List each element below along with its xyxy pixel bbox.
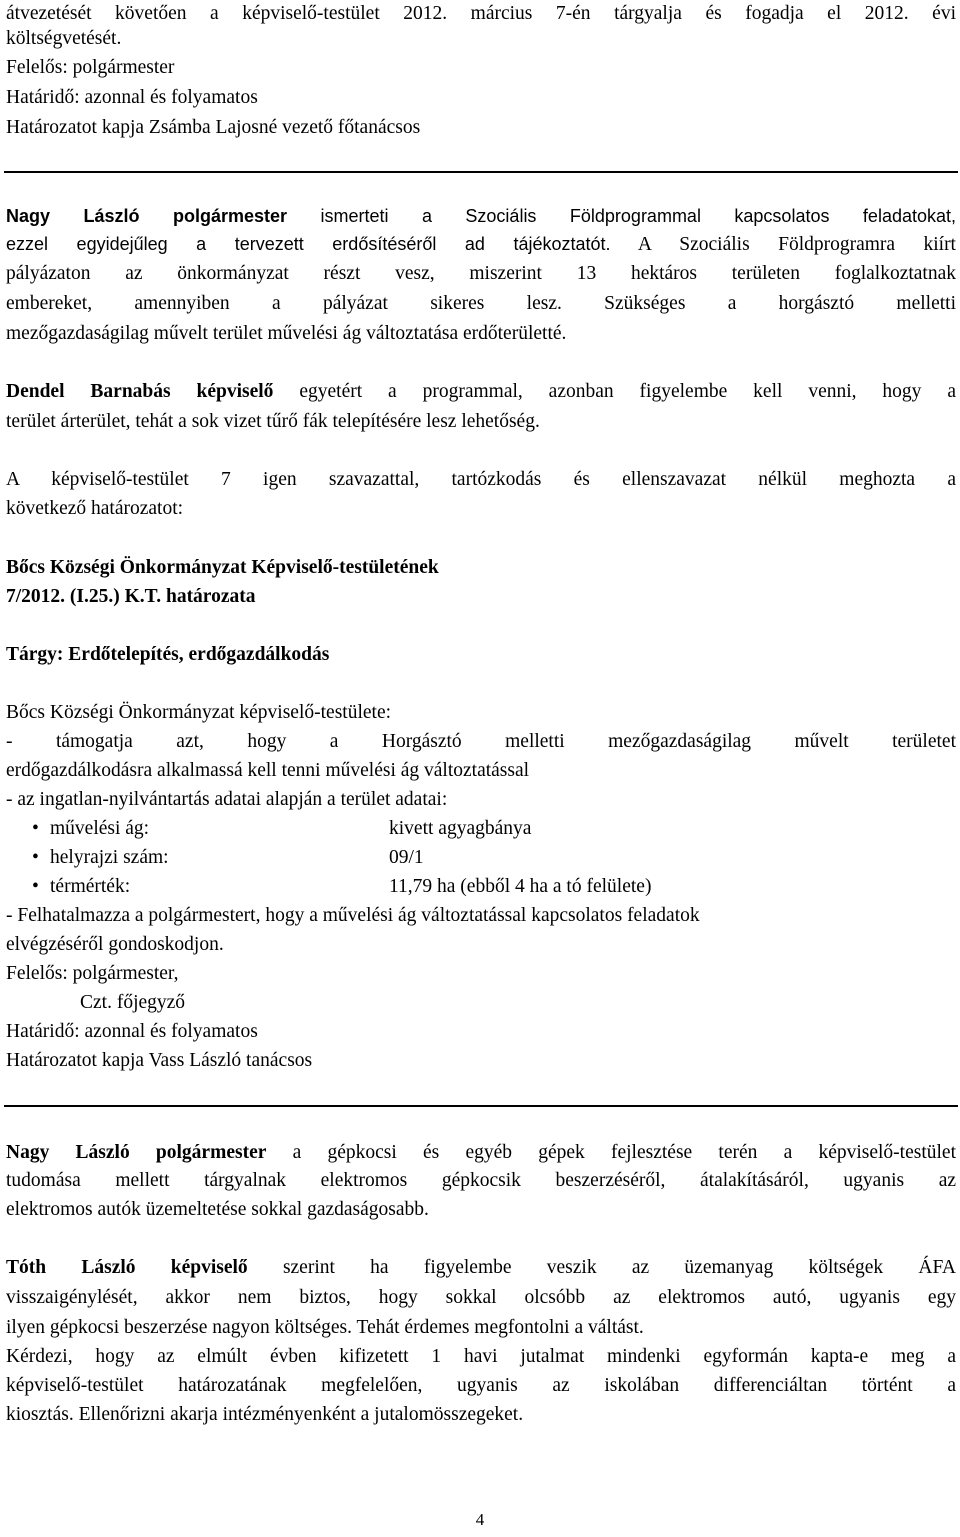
p1-line-2: ezzel egyidejűleg a tervezett erdősítéséről ad tájékoztatót. A Szociális Földprogramra kiírt [6,234,956,255]
p4-line-3: ilyen gépkocsi beszerzése nagyon költséges. Tehát érdemes megfontolni a váltást. [6,1317,644,1338]
resolution-responsible-2: Czt. főjegyző [80,992,186,1013]
resolution-deadline: Határidő: azonnal és folyamatos [6,1021,258,1042]
p1-line-3: pályázaton az önkormányzat részt vesz, miszerint 13 hektáros területen foglalkoztatnak [6,263,956,284]
p1-line-5: mezőgazdaságilag művelt terület művelési ág változtatása erdőterületté. [6,323,567,344]
resolution-point-3-line-2: elvégzéséről gondoskodjon. [6,934,224,955]
data-value-1: kivett agyagbánya [389,818,532,839]
resolution-point-1-line-2: erdőgazdálkodásra alkalmassá kell tenni művelési ág változtatással [6,760,530,781]
resolution-preamble: Bőcs Községi Önkormányzat képviselő-testülete: [6,702,392,723]
p2-line-1: Dendel Barnabás képviselő egyetért a programmal, azonban figyelembe kell venni, hogy a [6,381,956,402]
vote-line-2: következő határozatot: [6,498,184,519]
p3-speaker: Nagy László polgármester [6,1142,267,1163]
p4-line-2: visszaigénylését, akkor nem biztos, hogy sokkal olcsóbb az elektromos autó, ugyanis egy [6,1287,956,1308]
resolution-recipient: Határozatot kapja Vass László tanácsos [6,1050,313,1071]
data-value-2: 09/1 [389,847,424,868]
resolution-point-3-line-1: - Felhatalmazza a polgármestert, hogy a művelési ág változtatással kapcsolatos feladatok [6,905,700,926]
p4-line-4: Kérdezi, hogy az elmúlt évben kifizetett 1 havi jutalmat mindenki egyformán kapta-e meg a [6,1346,956,1367]
p1-line-4: embereket, amennyiben a pályázat sikeres lesz. Szükséges a horgásztó melletti [6,293,956,314]
p3-line-2: tudomása mellett tárgyalnak elektromos gépkocsik beszerzéséről, átalakításáról, ugyanis az [6,1170,956,1191]
resolution-subject: Tárgy: Erdőtelepítés, erdőgazdálkodás [6,644,330,665]
data-value-3: 11,79 ha (ebből 4 ha a tó felülete) [389,876,652,897]
intro-recipient: Határozatot kapja Zsámba Lajosné vezető főtanácsos [6,117,421,138]
p1-speaker: Nagy László polgármester [6,206,287,226]
data-label-3: térmérték: [50,876,131,897]
resolution-point-2: - az ingatlan-nyilvántartás adatai alapján a terület adatai: [6,789,448,810]
p3-line-1: Nagy László polgármester a gépkocsi és egyéb gépek fejlesztése terén a képviselő-testület [6,1142,956,1163]
page-number: 4 [475,1510,485,1529]
p4-line-5: képviselő-testület határozatának megfelelően, ugyanis az iskolában differenciáltan történt a [6,1375,956,1396]
intro-deadline: Határidő: azonnal és folyamatos [6,87,258,108]
section-divider [4,171,958,173]
section-divider [4,1105,958,1107]
intro-responsible: Felelős: polgármester [6,57,175,78]
p3-line-3: elektromos autók üzemeltetése sokkal gazdaságosabb. [6,1199,429,1220]
p2-line-2: terület árterület, tehát a sok vizet tűrő fák telepítésére lesz lehetőség. [6,411,540,432]
bullet-1: • [32,818,39,839]
p4-line-1: Tóth László képviselő szerint ha figyelembe veszik az üzemanyag költségek ÁFA [6,1257,956,1278]
p4-speaker: Tóth László képviselő [6,1257,248,1278]
data-label-1: művelési ág: [50,818,150,839]
p4-line-6: kiosztás. Ellenőrizni akarja intézményenként a jutalomösszegeket. [6,1404,524,1425]
resolution-number: 7/2012. (I.25.) K.T. határozata [6,586,256,607]
resolution-body: Bőcs Községi Önkormányzat Képviselő-testületének [6,557,439,578]
data-label-2: helyrajzi szám: [50,847,169,868]
intro-line-1: átvezetését követően a képviselő-testület 2012. március 7-én tárgyalja és fogadja el 2012. évi [6,3,956,24]
p1-line-1: Nagy László polgármester ismerteti a Szociális Földprogrammal kapcsolatos feladatokat, [6,206,956,226]
p2-speaker: Dendel Barnabás képviselő [6,381,274,402]
bullet-2: • [32,847,39,868]
resolution-responsible-1: Felelős: polgármester, [6,963,179,984]
vote-line-1: A képviselő-testület 7 igen szavazattal, tartózkodás és ellenszavazat nélkül meghozta a [6,469,956,490]
intro-line-2: költségvetését. [6,28,122,49]
bullet-3: • [32,876,39,897]
resolution-point-1-line-1: - támogatja azt, hogy a Horgásztó melletti mezőgazdaságilag művelt területet [6,731,956,752]
